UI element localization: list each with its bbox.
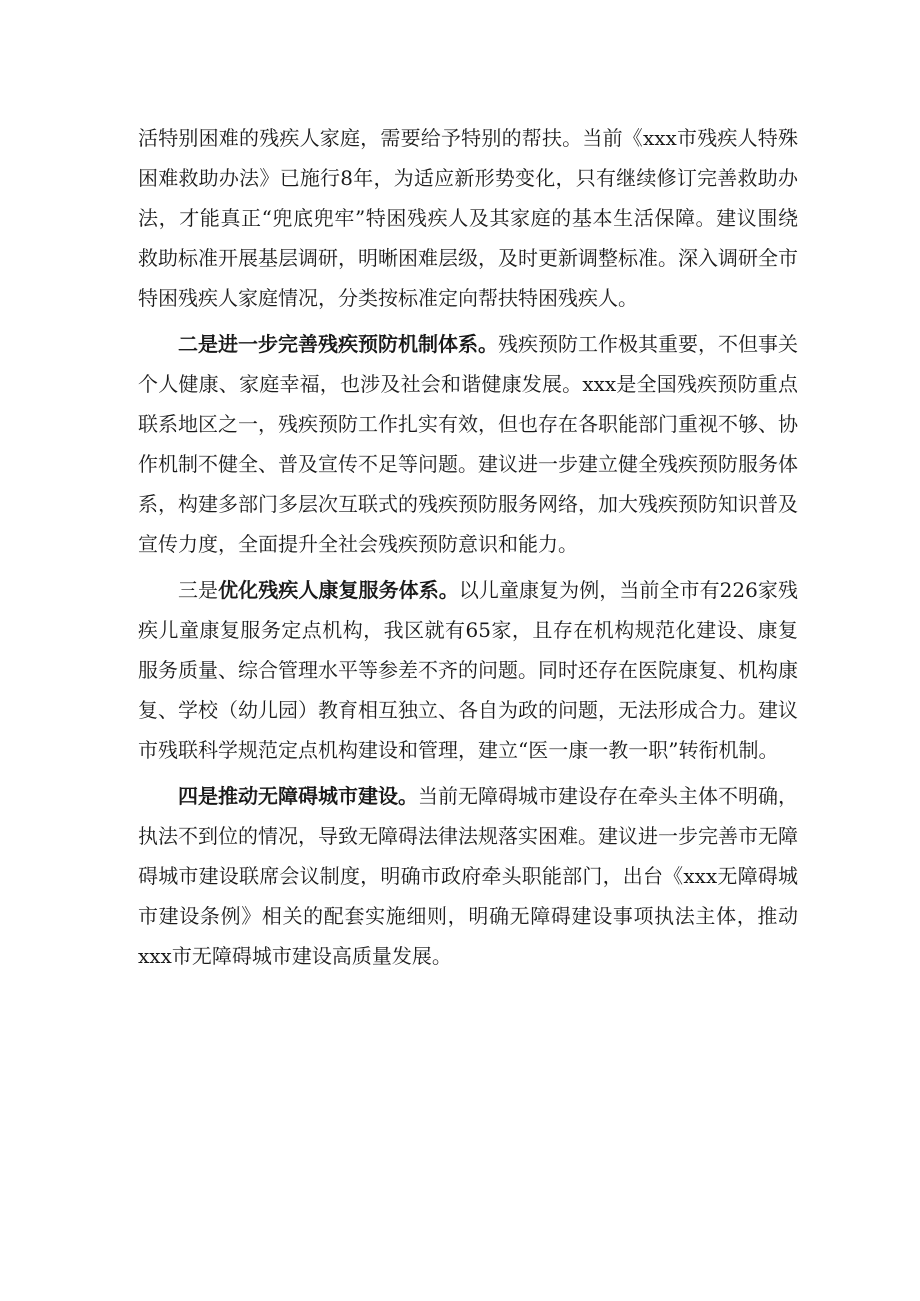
document-body — [138, 118, 798, 982]
paragraph-heading: 四是推动无障碍城市建设。 — [178, 784, 418, 808]
paragraph-heading-prefix: 三是 — [178, 578, 219, 602]
paragraph-three — [138, 570, 798, 770]
paragraph-two — [138, 324, 798, 564]
paragraph-body: 残疾预防工作极其重要，不但事关个人健康、家庭幸福，也涉及社会和谐健康发展。xxx是全国残疾预防重点联系地区之一，残疾预防工作扎实有效，但也存在各职能部门重视不够、协作机制不健全、普及宣传不足等问题。建议进一步建立健全残疾预防服务体系，构建多部门多层次互联式的残疾预防服务网络，加大残疾预防知识普及宣传力度，全面提升全社会残疾预防意识和能力。 — [138, 332, 798, 556]
paragraph-heading: 二是进一步完善残疾预防机制体系。 — [178, 332, 498, 356]
paragraph-body: 以儿童康复为例，当前全市有226家残疾儿童康复服务定点机构，我区就有65家，且存在机构规范化建设、康复服务质量、综合管理水平等参差不齐的问题。同时还存在医院康复、机构康复、学校（幼儿园）教育相互独立、各自为政的问题，无法形成合力。建议市残联科学规范定点机构建设和管理，建立“医一康一教一职”转衔机制。 — [138, 578, 798, 762]
paragraph-body: 当前无障碍城市建设存在牵头主体不明确，执法不到位的情况，导致无障碍法律法规落实困难。建议进一步完善市无障碍城市建设联席会议制度，明确市政府牵头职能部门，出台《xxx无障碍城市建设条例》相关的配套实施细则，明确无障碍建设事项执法主体，推动xxx市无障碍城市建设高质量发展。 — [138, 784, 798, 968]
paragraph-heading: 优化残疾人康复服务体系。 — [218, 578, 459, 602]
paragraph-body: 活特别困难的残疾人家庭，需要给予特别的帮扶。当前《xxx市残疾人特殊困难救助办法》已施行8年，为适应新形势变化，只有继续修订完善救助办法，才能真正“兜底兜牢”特困残疾人及其家庭的基本生活保障。建议围绕救助标准开展基层调研，明晰困难层级，及时更新调整标准。深入调研全市特困残疾人家庭情况，分类按标准定向帮扶特困残疾人。 — [138, 126, 798, 310]
paragraph-four — [138, 776, 798, 976]
paragraph-continuation — [138, 118, 798, 318]
